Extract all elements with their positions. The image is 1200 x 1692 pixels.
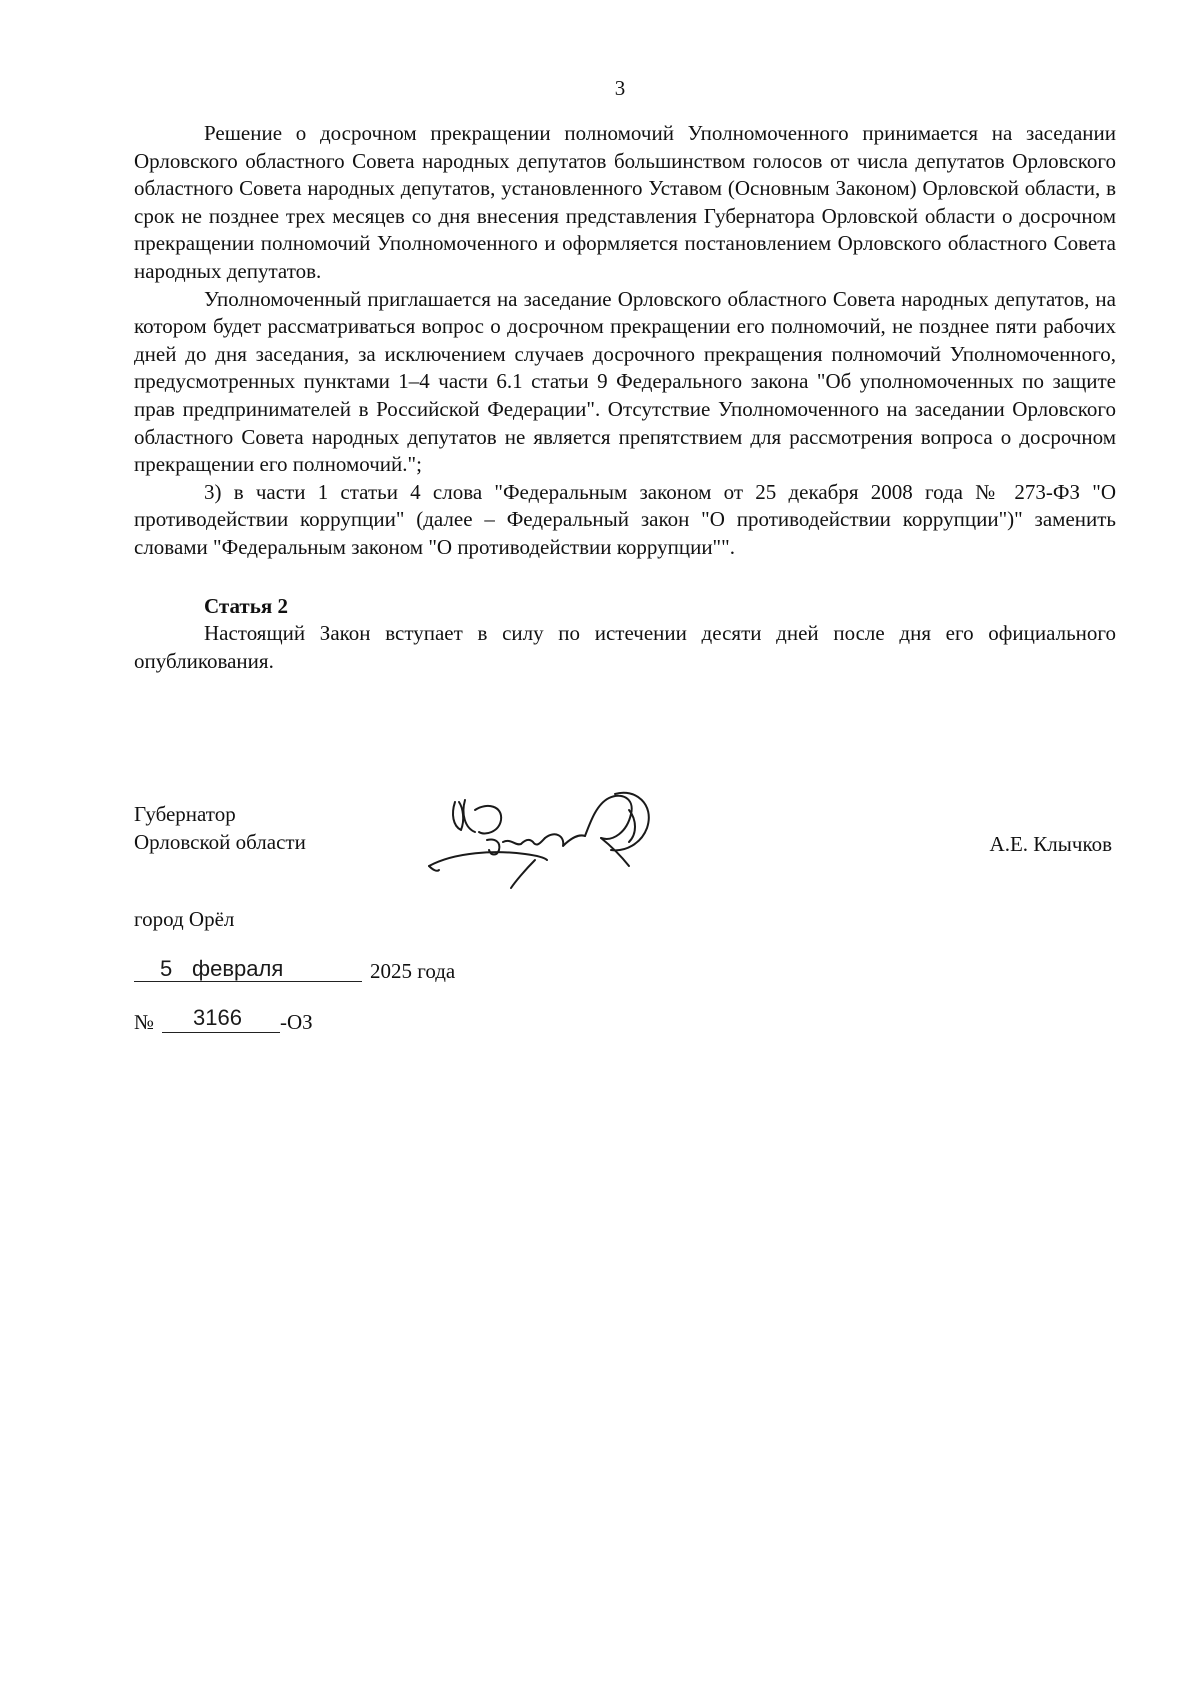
date-underline — [134, 981, 362, 982]
article-2-text: Настоящий Закон вступает в силу по истечении десяти дней после дня его официального опубликования. — [134, 621, 1116, 673]
signatory-title-line-1: Губернатор — [134, 802, 236, 826]
date-line — [134, 957, 494, 989]
signatory-title-line-2: Орловской области — [134, 830, 306, 854]
date-month: февраля — [192, 956, 284, 981]
number-underline — [162, 1032, 280, 1033]
city: город Орёл — [134, 907, 235, 931]
date-year: 2025 года — [370, 959, 456, 983]
law-number: 3166 — [193, 1005, 242, 1030]
article-2-heading: Статья 2 — [204, 593, 288, 618]
paragraph-invitation: Уполномоченный приглашается на заседание Орловского областного Совета народных депутатов, на котором будет рассматриваться вопрос о досрочном прекращении его полномочий, не позднее пяти рабочих дней до дня заседания, за исключением случаев досрочного прекращения полномочий Уполномоченного, предусмотренных пунктами 1–4 части 6.1 статьи 9 Федерального закона "Об уполномоченных по защите прав предпринимателей в Российской Федерации". Отсутствие Уполномоченного на заседании Орловского областного Совета народных депутатов не является препятствием для рассмотрения вопроса о досрочном прекращении его полномочий."; — [134, 286, 1116, 477]
signatory-name: А.Е. Клычков — [989, 832, 1112, 856]
date-day: 5 — [160, 956, 173, 981]
paragraph-early-termination: Решение о досрочном прекращении полномочий Уполномоченного принимается на заседании Орловского областного Совета народных депутатов большинством голосов от числа депутатов Орловского областного Совета народных депутатов, установленного Уставом (Основным Законом) Орловской области, в срок не позднее трех месяцев со дня внесения представления Губернатора Орловской области о досрочном прекращении полномочий Уполномоченного и оформляется постановлением Орловского областного Совета народных депутатов. — [134, 121, 1116, 283]
document-body — [134, 120, 1116, 675]
number-suffix: -ОЗ — [280, 1010, 313, 1034]
signatory-title — [134, 800, 306, 856]
law-number-line — [134, 1005, 354, 1040]
paragraph-amendment-3: 3) в части 1 статьи 4 слова "Федеральным законом от 25 декабря 2008 года № 273-ФЗ "О противодействии коррупции" (далее – Федеральный закон "О противодействии коррупции")" заменить словами "Федеральным законом "О противодействии коррупции"". — [134, 479, 1116, 559]
page-number: 3 — [614, 76, 626, 100]
handwritten-signature — [425, 780, 675, 890]
number-sign: № — [134, 1010, 155, 1034]
